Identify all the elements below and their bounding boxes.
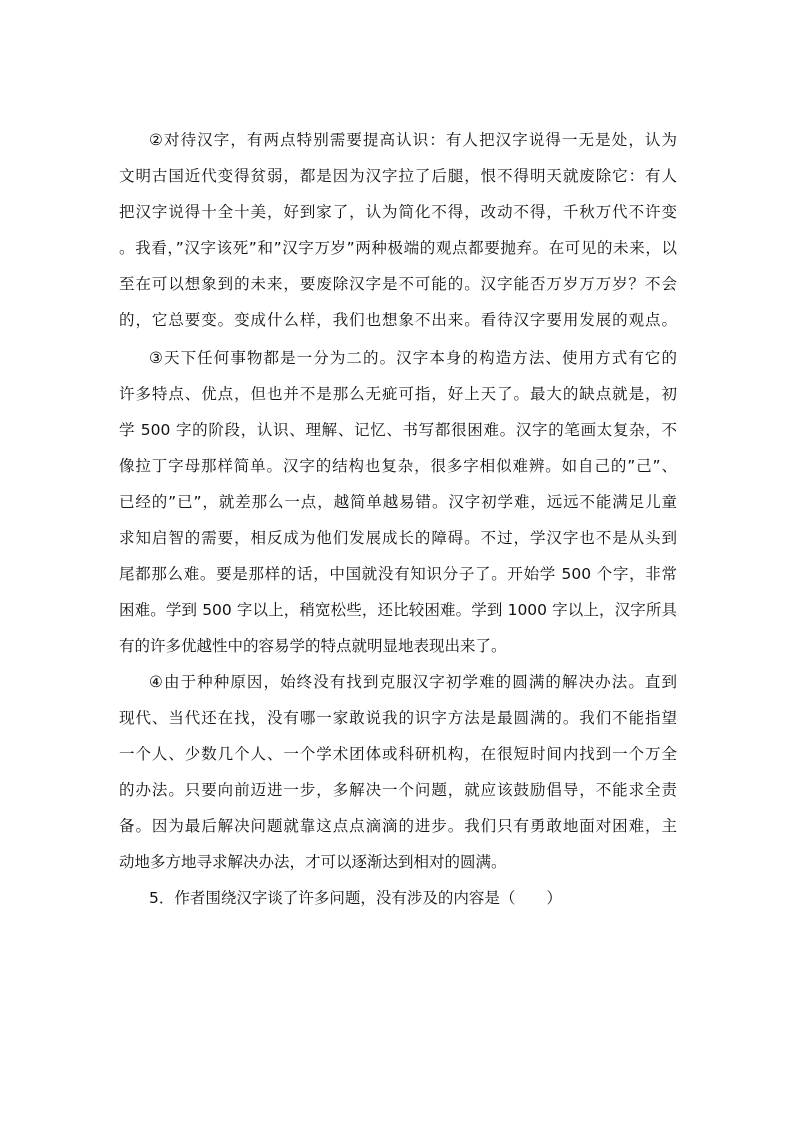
paragraph-3-line-6: 求知启智的需要，相反成为他们发展成长的障碍。不过，学汉字也不是从头到 (119, 529, 677, 547)
paragraph-2-line-5: 至在可以想象到的未来，要废除汉字是不可能的。汉字能否万岁万万岁？不会 (119, 275, 677, 293)
paragraph-3-line-8: 困难。学到 500 字以上，稍宽松些，还比较困难。学到 1000 字以上，汉字所具 (119, 601, 677, 619)
paragraph-4-line-5: 备。因为最后解决问题就靠这点点滴滴的进步。我们只有勇敢地面对困难，主 (119, 817, 677, 835)
paragraph-4-line-6: 动地多方地寻求解决办法，才可以逐渐达到相对的圆满。 (119, 853, 507, 871)
paragraph-3-line-2: 许多特点、优点，但也并不是那么无疵可指，好上天了。最大的缺点就是，初 (119, 385, 677, 403)
paragraph-2-line-1: ②对待汉字，有两点特别需要提高认识：有人把汉字说得一无是处，认为 (149, 131, 677, 149)
paragraph-3-line-1: ③天下任何事物都是一分为二的。汉字本身的构造方法、使用方式有它的 (149, 349, 677, 367)
paragraph-2-line-3: 把汉字说得十全十美，好到家了，认为简化不得，改动不得，千秋万代不许变 (119, 203, 677, 221)
paragraph-3-line-5: 已经的”已”，就差那么一点，越简单越易错。汉字初学难，远远不能满足儿童 (119, 493, 677, 511)
paragraph-4-line-2: 现代、当代还在找，没有哪一家敢说我的识字方法是最圆满的。我们不能指望 (119, 709, 677, 727)
paragraph-4-line-3: 一个人、少数几个人、一个学术团体或科研机构，在很短时间内找到一个万全 (119, 745, 677, 763)
paragraph-2-line-6: 的，它总要变。变成什么样，我们也想象不出来。看待汉字要用发展的观点。 (119, 311, 677, 329)
paragraph-2-line-2: 文明古国近代变得贫弱，都是因为汉字拉了后腿，恨不得明天就废除它：有人 (119, 167, 677, 185)
paragraph-3-line-4: 像拉丁字母那样简单。汉字的结构也复杂，很多字相似难辨。如自己的”己”、 (119, 457, 677, 475)
paragraph-4-line-4: 的办法。只要向前迈进一步，多解决一个问题，就应该鼓励倡导，不能求全责 (119, 781, 677, 799)
paragraph-3-line-9: 有的许多优越性中的容易学的特点就明显地表现出来了。 (119, 637, 507, 655)
paragraph-2-line-4: 。我看，”汉字该死”和”汉字万岁”两种极端的观点都要抛弃。在可见的未来，以 (119, 239, 677, 257)
paragraph-3-line-7: 尾都那么难。要是那样的话，中国就没有知识分子了。开始学 500 个字，非常 (119, 565, 677, 583)
paragraph-3-line-3: 学 500 字的阶段，认识、理解、记忆、书写都很困难。汉字的笔画太复杂，不 (119, 421, 677, 439)
question-5: 5．作者围绕汉字谈了许多问题，没有涉及的内容是（ ） (149, 889, 562, 907)
paragraph-4-line-1: ④由于种种原因，始终没有找到克服汉字初学难的圆满的解决办法。直到 (149, 673, 677, 691)
